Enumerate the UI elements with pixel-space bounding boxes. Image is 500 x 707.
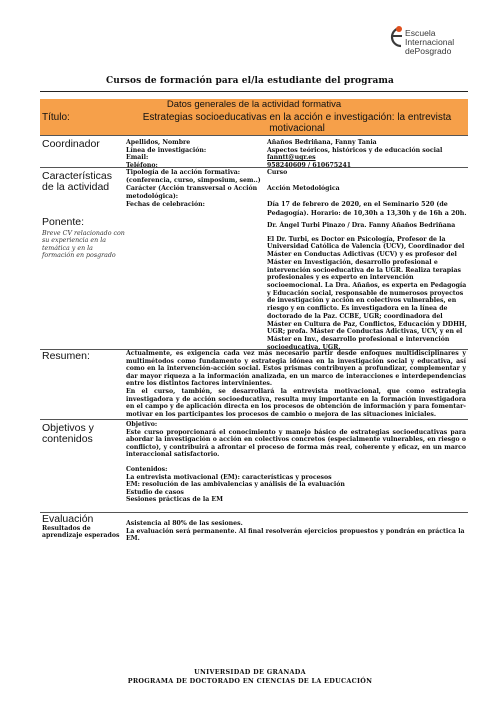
contenido-item: Sesiones prácticas de la EM [126,496,223,504]
caracteristicas-ponente-row [40,168,468,350]
caracter-value: Acción Metodológica [267,185,340,193]
evaluacion-row [40,513,468,543]
title-divider [40,91,468,92]
objetivo-text: Este curso proporcionará el conocimiento y manejo básico de estrategias socioeducativas para abordar la investigación o acción en colectivos concretos (especialmente vulnerables, en riesgo o conflicto), y contribuirá a afrontar el proceso de forma más real, coherente y eficaz, en un marco interaccional satisfactorio. [126,428,466,459]
page-title: Cursos de formación para el/la estudiante del programa [106,76,394,86]
coord-email-key: Email: [126,154,149,162]
coord-line-value: Aspectos teóricos, históricos y de educación social [267,146,443,154]
section-header: Datos generales de la actividad formativa [40,99,468,111]
course-data-table [40,99,468,543]
logo-line3: dePosgrado [405,46,452,56]
resumen-row [40,350,468,420]
escuela-posgrado-logo [385,22,485,58]
titulo-value: Estrategias socioeducativas en la acción e investigación: la entrevista motivacional [142,112,452,134]
page-footer [0,668,500,685]
coord-name-value: Añaños Bedriñana, Fanny Tania [267,139,377,146]
footer-university: UNIVERSIDAD DE GRANADA [194,668,306,676]
resumen-p1: Actualmente, es exigencia cada vez más necesario partir desde enfoques multidisciplinares y multimétodos como fundamento y estrategia idónea en la investigación social y educativa, así como en la intervención-acción social. Estos prismas contribuyen a profundizar, complementar y dar mayor riqueza a la información analizada, en un marco de interacciones e interdependencias entre los distintos factores intervinientes. [126,350,466,388]
evaluacion-text [126,513,468,543]
evaluacion-label: Evaluación [42,513,94,525]
coordinador-row [40,136,468,168]
coord-name-key: Apellidos, Nombre [126,139,191,146]
caracter-key: Carácter (Acción transversal o Acción metodológica): [126,185,258,200]
objetivos-row [40,420,468,513]
titulo-row [40,111,468,136]
tipologia-value: Curso [267,169,288,176]
evaluacion-sub: Resultados de aprendizaje esperados [42,525,120,540]
resumen-p2: En el curso, también, se desarrollará la entrevista motivacional, que como estrategia investigadora y de acción socioeducativa, resulta muy importante en la formación investigadora en el campo y de aplicación directa en los procesos de obtención de información y para fomentar-motivar en los participantes los procesos de cambio o mejora de las situaciones iniciales. [126,387,466,418]
contenido-item: La entrevista motivacional (EM): características y procesos [126,473,332,481]
fechas-key: Fechas de celebración: [126,201,205,209]
resumen-text [126,350,468,419]
contenido-item: Estudio de casos [126,488,184,496]
logo-line1: Escuela [405,28,436,38]
tipologia-key: Tipología de la acción formativa: (conferencia, curso, simposium, sem..) [126,169,261,184]
coord-phone-key: Teléfono: [126,161,158,169]
coordinador-details [126,136,468,167]
logo-line2: Internacional [405,37,455,47]
logo-mark-icon [385,24,405,54]
ponente-label: Ponente: [42,216,85,228]
coord-line-key: Línea de investigación: [126,146,207,154]
contenido-item: EM: resolución de las ambivalencias y análisis de la evaluación [126,481,345,489]
evaluacion-line2: La evaluación será permanente. Al final resolverán ejercicios propuestos y pondrán en práctica la EM. [126,527,465,543]
ponente-note: Breve CV relacionado con su experiencia en la temática y en la formación en posgrado [42,230,125,260]
coord-phone-value: 958240609 / 610675241 [267,161,352,169]
objetivos-text [126,420,468,512]
left-labels [40,168,126,349]
evaluacion-line1: Asistencia al 80% de las sesiones. [126,520,243,527]
evaluacion-label-block [40,513,126,539]
ponente-names: Dr. Ángel Turbi Pinazo / Dra. Fanny Añaños Bedriñana [267,222,456,230]
fechas-value: Día 17 de febrero de 2020, en el Seminario 520 (de Pedagogía). Horario: de 10,30h a 13,30h y de 16h a 20h. [267,201,467,217]
ponente-cv: El Dr. Turbi, es Doctor en Psicología, Profesor de la Universidad Católica de Valencia (UCV), Coordinador del Máster en Conductas Adictivas (UCV) y es profesor del Máster en Investigación, desarrollo profesional e intervención socioeducativa de la UGR. Realiza terapias profesionales y es experto en intervención socioemocional. La Dra. Añaños, es experta en Pedagogía y Educación social, responsable de numerosos proyectos de investigación y acción en colectivos vulnerables, en riesgo y en conflicto. Es investigadora en la línea de doctorado de la Paz. CCBE, UGR; coordinadora del Máster en Cultura de Paz, Conflictos, Educación y DDHH, UGR; profa. Máster de Conductas Adictivas, UCV, y en el Máster en Inv., desarrollo profesional e intervención socioeducativa, UGR. [267,235,467,351]
footer-program: PROGRAMA DE DOCTORADO EN CIENCIAS DE LA EDUCACIÓN [127,676,373,685]
titulo-label: Título: [42,112,70,123]
objetivos-label: Objetivos y contenidos [42,422,94,445]
contenidos-title: Contenidos: [126,465,168,473]
caracteristicas-details [126,168,468,349]
coord-email-link[interactable]: fanntt@ugr.es [267,154,316,162]
caracteristicas-label: Características de la actividad [42,170,113,193]
objetivo-title: Objetivo: [126,421,158,428]
coordinador-label: Coordinador [42,138,100,150]
resumen-label: Resumen: [42,350,90,362]
